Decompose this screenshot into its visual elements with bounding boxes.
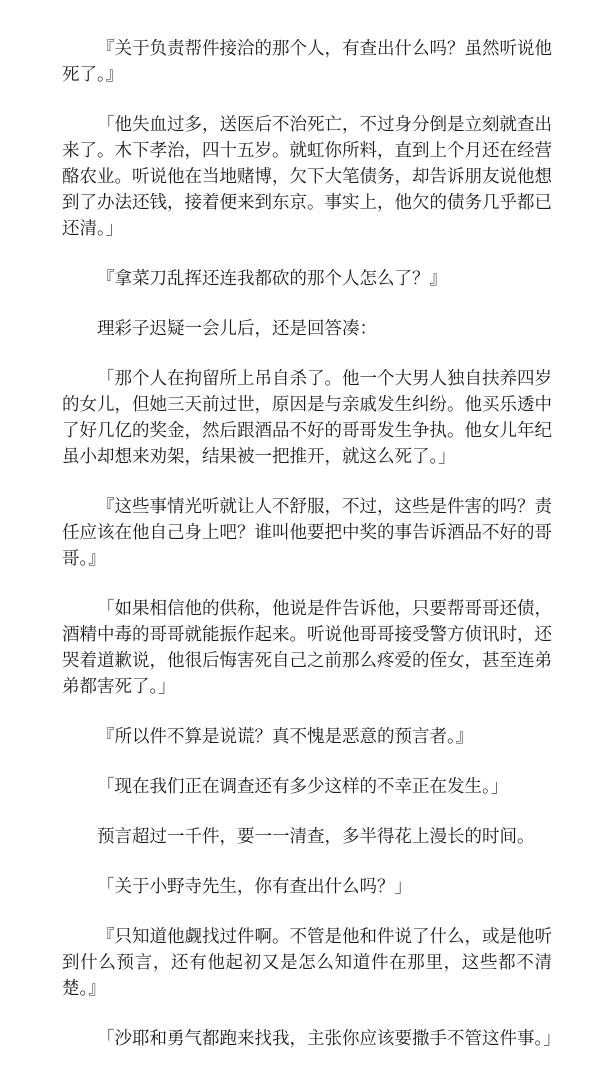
paragraph: 「如果相信他的供称，他说是件告诉他，只要帮哥哥还债，酒精中毒的哥哥就能振作起来。听说他哥哥接受警方侦讯时，还哭着道歉说，他很后悔害死自己之前那么疼爱的侄女，甚至连弟弟都害死了。」 [62, 599, 552, 697]
paragraph: 『所以件不算是说谎？真不愧是恶意的预言者。』 [97, 727, 474, 747]
paragraph: 『拿菜刀乱挥还连我都砍的那个人怎么了？』 [97, 269, 447, 289]
paragraph: 『这些事情光听就让人不舒服，不过，这些是件害的吗？责任应该在他自己身上吧？谁叫他要把中奖的事告诉酒品不好的哥哥。』 [62, 497, 552, 569]
paragraph: 「现在我们正在调查还有多少这样的不幸正在发生。」 [97, 777, 509, 797]
paragraph: 「他失血过多，送医后不治死亡，不过身分倒是立刻就查出来了。木下孝治，四十五岁。就虹你所料，直到上个月还在经营酪农业。听说他在当地赌博，欠下大笔债务，却告诉朋友说他想到了办法还钱，接着便来到东京。事实上，他欠的债务几乎都已还清。」 [62, 115, 552, 239]
page-text [62, 36, 561, 1076]
paragraph: 「那个人在拘留所上吊自杀了。他一个大男人独自扶养四岁的女儿，但她三天前过世，原因是与亲戚发生纠纷。他买乐透中了好几亿的奖金，然后跟酒品不好的哥哥发生争执。他女儿年纪虽小却想来劝架，结果被一把推开，就这么死了。」 [62, 369, 552, 467]
paragraph: 预言超过一千件，要一一清查，多半得花上漫长的时间。 [97, 827, 535, 847]
paragraph: 『只知道他觑找过件啊。不管是他和件说了什么，或是他听到什么预言，还有他起初又是怎么知道件在那里，这些都不清楚。』 [62, 927, 552, 999]
paragraph: 「沙耶和勇气都跑来找我，主张你应该要撒手不管这件事。」 [97, 1029, 561, 1049]
paragraph: 理彩子迟疑一会儿后，还是回答凑： [97, 319, 377, 339]
paragraph: 『关于负责帮件接洽的那个人，有查出什么吗？虽然听说他死了。』 [62, 39, 552, 85]
paragraph: 「关于小野寺先生，你有查出什么吗？」 [97, 877, 412, 897]
